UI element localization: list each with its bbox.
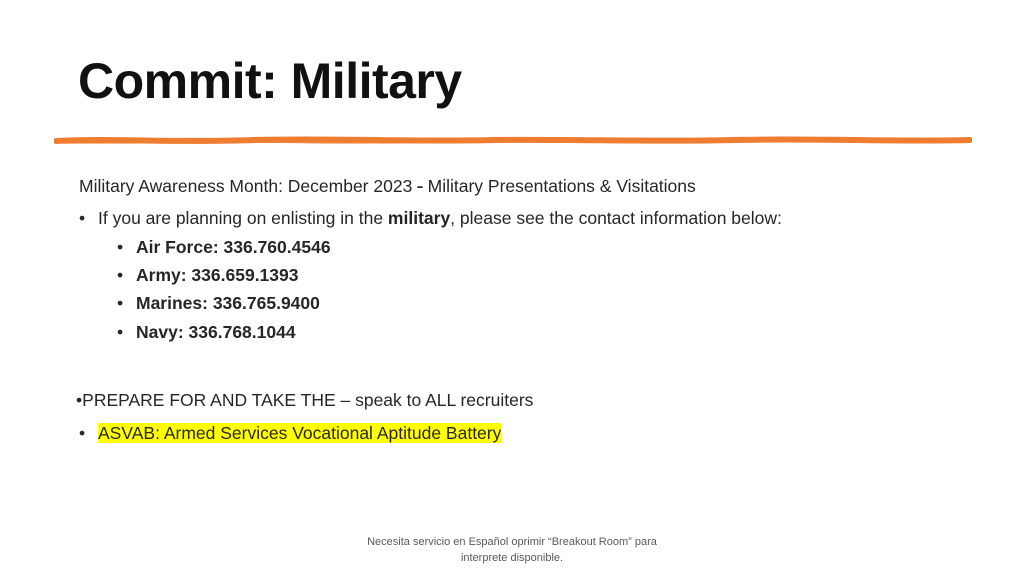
- subtitle-separator: -: [416, 173, 424, 198]
- footer-line-1: Necesita servicio en Español oprimir “Breakout Room” para: [367, 536, 657, 548]
- contact-text: Army: 336.659.1393: [136, 265, 299, 285]
- subtitle-left: Military Awareness Month: December 2023: [79, 176, 413, 196]
- prepare-text: PREPARE FOR AND TAKE THE – speak to ALL recruiters: [82, 390, 534, 410]
- page-title: Commit: Military: [78, 53, 462, 109]
- subtitle: [79, 173, 696, 199]
- prepare-line: [76, 390, 533, 411]
- enlisting-text-after: , please see the contact information below:: [450, 208, 782, 228]
- subtitle-right: Military Presentations & Visitations: [427, 176, 696, 196]
- enlisting-text-bold: military: [387, 208, 451, 228]
- contact-navy: [117, 322, 296, 343]
- bullet-icon: •: [79, 208, 86, 228]
- contact-marines: [117, 293, 320, 314]
- asvab-highlighted-text: ASVAB: Armed Services Vocational Aptitude Battery: [98, 423, 502, 443]
- contact-text: Marines: 336.765.9400: [136, 293, 320, 313]
- bullet-icon: •: [117, 322, 124, 342]
- title-underline-brushstroke: [54, 134, 972, 148]
- bullet-icon: •: [117, 265, 124, 285]
- contact-army: [117, 265, 298, 286]
- bullet-icon: •: [117, 293, 124, 313]
- contact-text: Navy: 336.768.1044: [136, 322, 296, 342]
- footer-note: [340, 534, 684, 566]
- contact-air-force: [117, 237, 331, 258]
- asvab-line: [79, 423, 501, 444]
- footer-line-2: interprete disponible.: [460, 552, 564, 564]
- bullet-icon: •: [79, 423, 86, 443]
- contact-text: Air Force: 336.760.4546: [136, 237, 331, 257]
- bullet-icon: •: [76, 390, 83, 410]
- bullet-icon: •: [117, 237, 124, 257]
- enlisting-line: [79, 208, 782, 229]
- enlisting-text-before: If you are planning on enlisting in the: [98, 208, 388, 228]
